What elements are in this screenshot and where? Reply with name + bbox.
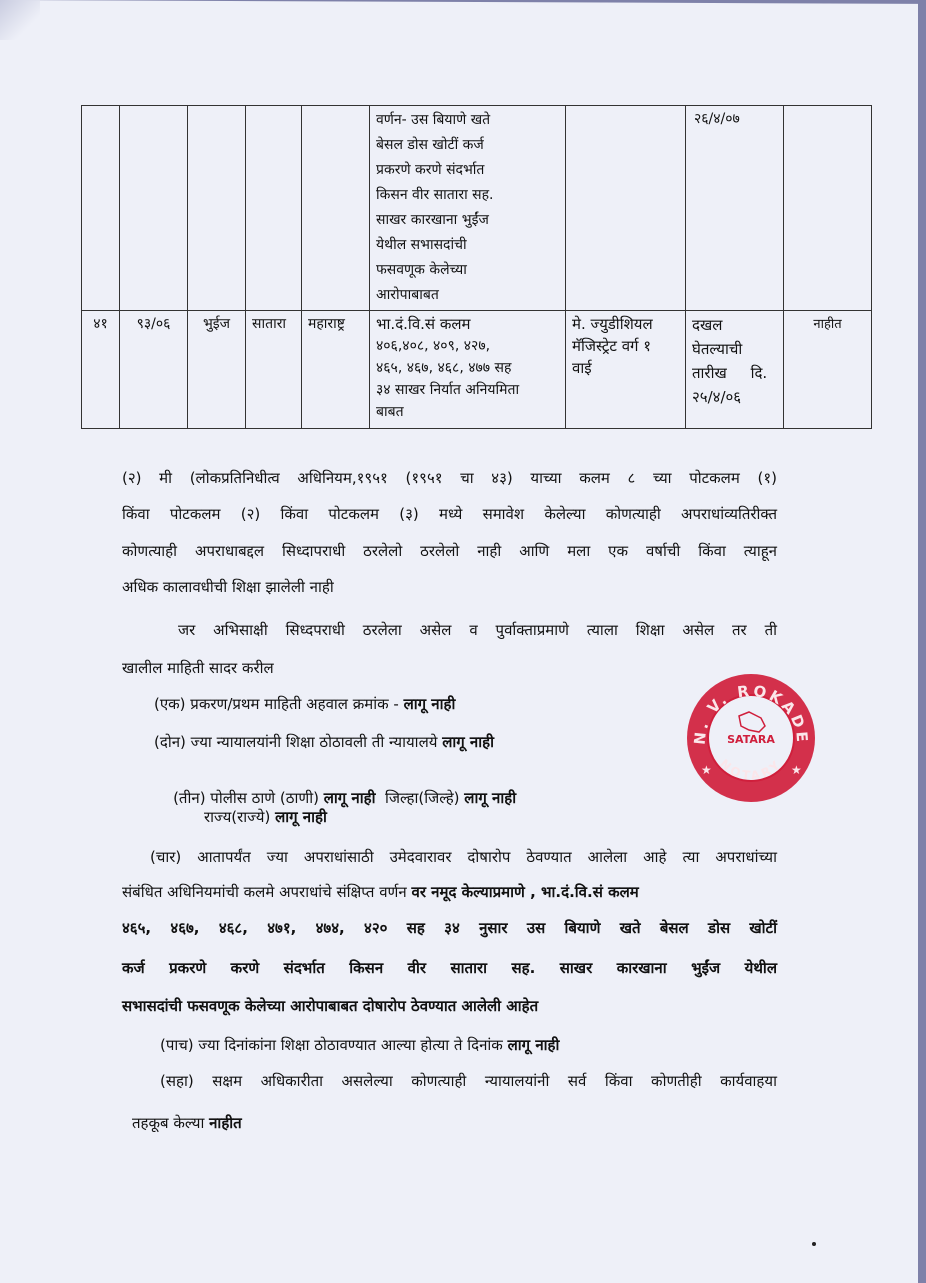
item-rajya: राज्य(राज्ये) लागू नाही xyxy=(204,808,327,826)
item-char-line: कर्ज प्रकरणे करणे संदर्भात किसन वीर सातारा सह. साखर कारखाना भुईंज येथील xyxy=(122,959,777,977)
svg-text:NOTARY: NOTARY xyxy=(717,756,785,783)
item-saha-line: तहकूब केल्या नाहीत xyxy=(132,1114,242,1132)
case-table xyxy=(81,105,872,429)
item-char-line: सभासदांची फसवणूक केलेच्या आरोपाबाबत दोषारोप ठेवण्यात आलेली आहेत xyxy=(122,997,539,1015)
item-pach: (पाच) ज्या दिनांकांना शिक्षा ठोठावण्यात आल्या होत्या ते दिनांक लागू नाही xyxy=(160,1036,560,1054)
item-char: (चार) आतापर्यंत ज्या अपराधांसाठी उमेदवारावर दोषारोप ठेवण्यात आलेला आहे त्या अपराधांच्या xyxy=(150,848,777,866)
case-date: दखल घेतल्याची तारीख दि. २५/४/०६ xyxy=(686,311,784,429)
serial-number: ४१ xyxy=(82,311,120,429)
item-don: (दोन) ज्या न्यायालयांनी शिक्षा ठोठावली ती न्यायालये लागू नाही xyxy=(154,733,494,751)
para-line: (२) मी (लोकप्रतिनिधीत्व अधिनियम,१९५१ (१९५१ चा ४३) याच्या कलम ८ च्या पोटकलम (१) xyxy=(122,469,777,487)
police-station: भुईज xyxy=(188,311,246,429)
item-char-line: ४६५, ४६७, ४६८, ४७१, ४७४, ४२० सह ३४ नुसार उस बियाणे खते बेसल डोस खोटीं xyxy=(122,919,777,937)
item-teen: (तीन) पोलीस ठाणे (ठाणी) लागू नाही जिल्हा(जिल्हे) लागू नाही xyxy=(173,789,517,807)
para-line: किंवा पोटकलम (२) किंवा पोटकलम (३) मध्ये समावेश केलेल्या कोणत्याही अपराधांव्यतिरीक्त xyxy=(122,505,777,523)
table-row xyxy=(82,311,872,429)
ink-dot xyxy=(812,1242,816,1246)
court-name: मे. ज्युडीशियल मॅजिस्ट्रेट वर्ग १ वाई xyxy=(566,311,686,429)
case-number: ९३/०६ xyxy=(120,311,188,429)
svg-text:★: ★ xyxy=(791,763,802,777)
para-line: खालील माहिती सादर करील xyxy=(122,659,274,677)
state: महाराष्ट्र xyxy=(302,311,370,429)
item-ek: (एक) प्रकरण/प्रथम माहिती अहवाल क्रमांक - लागू नाही xyxy=(154,695,456,713)
table-row xyxy=(82,106,872,311)
page-fold xyxy=(0,0,40,40)
item-saha: (सहा) सक्षम अधिकारीता असलेल्या कोणत्याही न्यायालयांनी सर्व किंवा कोणतीही कार्यवाहया xyxy=(160,1072,777,1090)
para-line: कोणत्याही अपराधाबद्दल सिध्दापराधी ठरलेलो ठरलेलो नाही आणि मला एक वर्षाची किंवा त्याहून xyxy=(122,542,777,560)
notary-seal-icon xyxy=(683,670,819,806)
svg-text:SATARA: SATARA xyxy=(727,733,775,746)
item-char-line: संबंधित अधिनियमांची कलमे अपराधांचे संक्षिप्त वर्णन वर नमूद केल्याप्रमाणे , भा.दं.वि.सं कलम xyxy=(122,883,639,901)
case-date: २६/४/०७ xyxy=(686,106,784,311)
remark: नाहीत xyxy=(784,311,872,429)
svg-text:N. V. ROKADE: N. V. ROKADE xyxy=(690,681,812,746)
para-line: जर अभिसाक्षी सिध्दपराधी ठरलेला असेल व पुर्वाक्ताप्रमाणे त्याला शिक्षा असेल तर ती xyxy=(178,621,777,639)
district: सातारा xyxy=(246,311,302,429)
case-description: वर्णन- उस बियाणे खते बेसल डोस खोटीं कर्ज प्रकरणे करणे संदर्भात किसन वीर सातारा सह. साखर कारखाना भुईंज येथील सभासदांची फसवणूक केलेच्या आरोपाबाबत xyxy=(370,106,566,311)
case-description: भा.दं.वि.सं कलम ४०६,४०८, ४०९, ४२७, ४६५, ४६७, ४६८, ४७७ सह ३४ साखर निर्यात अनियमिता बाबत xyxy=(370,311,566,429)
svg-text:★: ★ xyxy=(701,763,712,777)
para-line: अधिक कालावधीची शिक्षा झालेली नाही xyxy=(122,578,334,596)
